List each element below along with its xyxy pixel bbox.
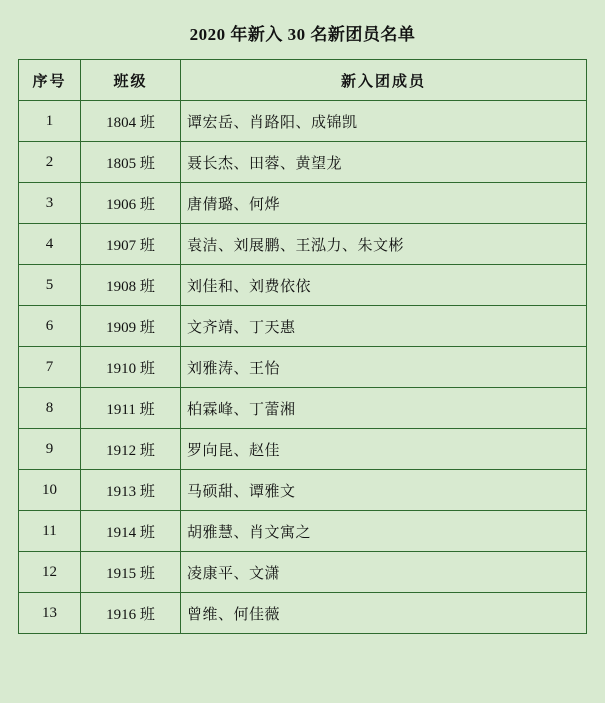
cell-class: 1913 班 (81, 470, 181, 511)
cell-members: 袁洁、刘展鹏、王泓力、朱文彬 (181, 224, 587, 265)
table-row (19, 470, 587, 511)
table-row (19, 347, 587, 388)
cell-members: 刘佳和、刘费依依 (181, 265, 587, 306)
cell-members: 凌康平、文潇 (181, 552, 587, 593)
cell-members: 柏霖峰、丁蕾湘 (181, 388, 587, 429)
cell-index: 7 (19, 347, 81, 388)
column-header-members: 新入团成员 (181, 60, 587, 101)
cell-class: 1910 班 (81, 347, 181, 388)
cell-class: 1912 班 (81, 429, 181, 470)
cell-members: 文齐靖、丁天惠 (181, 306, 587, 347)
cell-index: 9 (19, 429, 81, 470)
cell-members: 曾维、何佳薇 (181, 593, 587, 634)
cell-members: 马硕甜、谭雅文 (181, 470, 587, 511)
table-row (19, 224, 587, 265)
table-row (19, 183, 587, 224)
cell-members: 刘雅涛、王怡 (181, 347, 587, 388)
cell-index: 2 (19, 142, 81, 183)
cell-index: 5 (19, 265, 81, 306)
column-header-index: 序号 (19, 60, 81, 101)
cell-class: 1906 班 (81, 183, 181, 224)
cell-index: 12 (19, 552, 81, 593)
page-title: 2020 年新入 30 名新团员名单 (189, 25, 416, 44)
cell-index: 1 (19, 101, 81, 142)
table-header-row (19, 60, 587, 101)
cell-index: 10 (19, 470, 81, 511)
table-row (19, 101, 587, 142)
cell-index: 13 (19, 593, 81, 634)
table-row (19, 429, 587, 470)
table-row (19, 511, 587, 552)
cell-class: 1914 班 (81, 511, 181, 552)
cell-class: 1908 班 (81, 265, 181, 306)
cell-class: 1911 班 (81, 388, 181, 429)
column-header-class: 班级 (81, 60, 181, 101)
roster-table (18, 59, 587, 634)
table-row (19, 265, 587, 306)
cell-members: 谭宏岳、肖路阳、成锦凯 (181, 101, 587, 142)
cell-index: 6 (19, 306, 81, 347)
cell-class: 1916 班 (81, 593, 181, 634)
table-row (19, 142, 587, 183)
cell-members: 聂长杰、田蓉、黄望龙 (181, 142, 587, 183)
cell-index: 8 (19, 388, 81, 429)
cell-members: 罗向昆、赵佳 (181, 429, 587, 470)
cell-index: 3 (19, 183, 81, 224)
cell-class: 1804 班 (81, 101, 181, 142)
cell-class: 1907 班 (81, 224, 181, 265)
cell-members: 唐倩璐、何烨 (181, 183, 587, 224)
cell-members: 胡雅慧、肖文寓之 (181, 511, 587, 552)
cell-index: 11 (19, 511, 81, 552)
table-row (19, 593, 587, 634)
cell-class: 1909 班 (81, 306, 181, 347)
table-body (19, 101, 587, 634)
table-row (19, 388, 587, 429)
cell-index: 4 (19, 224, 81, 265)
table-row (19, 306, 587, 347)
cell-class: 1915 班 (81, 552, 181, 593)
cell-class: 1805 班 (81, 142, 181, 183)
table-row (19, 552, 587, 593)
